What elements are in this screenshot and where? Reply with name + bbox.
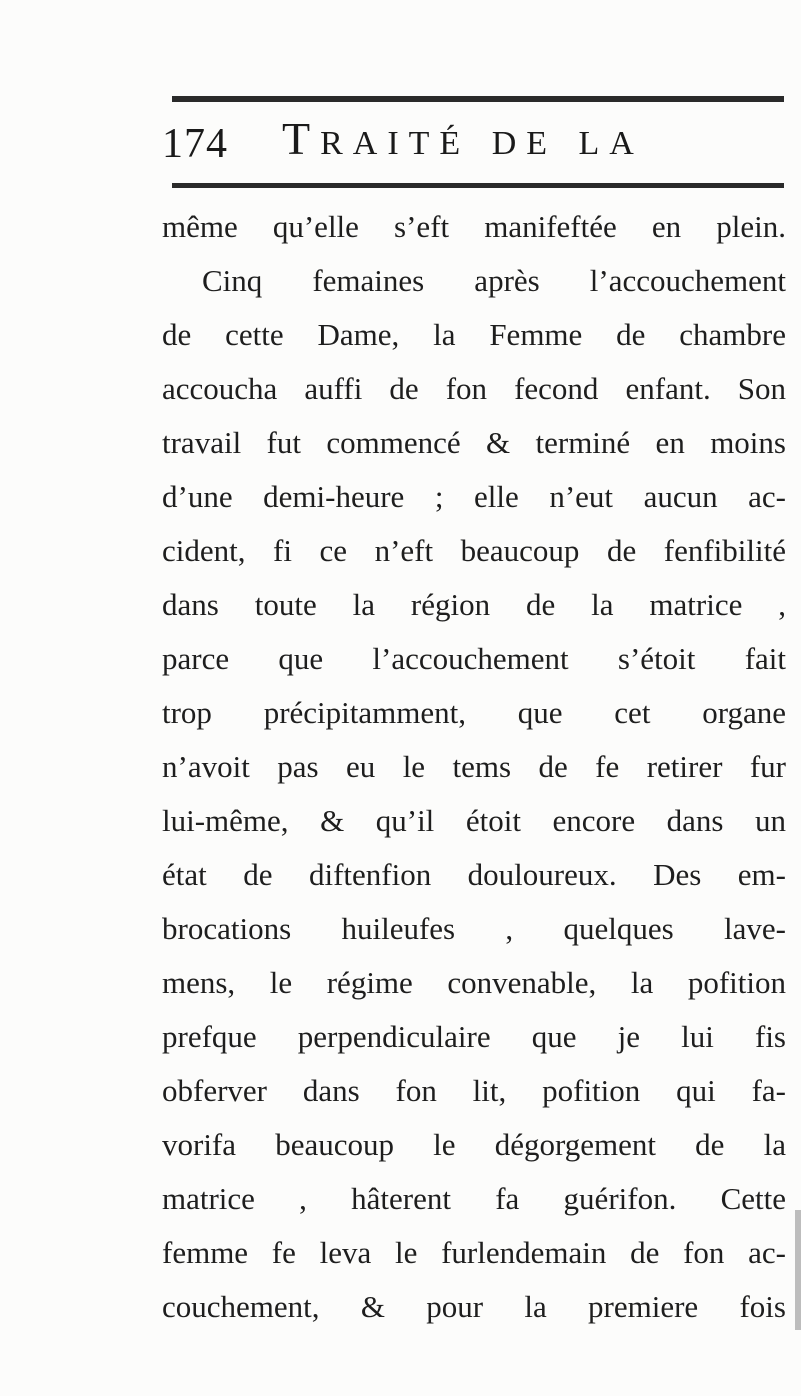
text-line: dans toute la région de la matrice , bbox=[162, 587, 786, 622]
page-header bbox=[162, 110, 782, 180]
text-line: lui-même, & qu’il étoit encore dans un bbox=[162, 803, 786, 838]
text-line: brocations huileufes , quelques lave- bbox=[162, 911, 786, 946]
text-line: mens, le régime convenable, la pofition bbox=[162, 965, 786, 1000]
text-line: matrice , hâterent fa guérifon. Cette bbox=[162, 1181, 786, 1216]
text-line: femme fe leva le furlendemain de fon ac- bbox=[162, 1235, 786, 1270]
text-line: couchement, & pour la premiere fois bbox=[162, 1289, 786, 1324]
running-title-rest: RAITÉ bbox=[320, 125, 471, 162]
text-line: état de diftenfion douloureux. Des em- bbox=[162, 857, 786, 892]
text-line: parce que l’accouchement s’étoit fait bbox=[162, 641, 786, 676]
text-line: trop précipitamment, que cet organe bbox=[162, 695, 786, 730]
running-title bbox=[282, 112, 644, 165]
text-line: prefque perpendiculaire que je lui fis bbox=[162, 1019, 786, 1054]
body-text bbox=[162, 200, 786, 1334]
header-rule-top bbox=[172, 96, 784, 102]
text-line: même qu’elle s’eft manifeftée en plein. bbox=[162, 209, 786, 244]
header-rule-bottom bbox=[172, 183, 784, 188]
text-line: d’une demi-heure ; elle n’eut aucun ac- bbox=[162, 479, 786, 514]
page-number: 174 bbox=[162, 121, 228, 167]
running-title-la: LA bbox=[578, 125, 644, 162]
text-line: travail fut commencé & terminé en moins bbox=[162, 425, 786, 460]
text-line: obferver dans fon lit, pofition qui fa- bbox=[162, 1073, 786, 1108]
page-edge-shadow bbox=[795, 1210, 801, 1330]
text-line: cident, fi ce n’eft beaucoup de fenfibilité bbox=[162, 533, 786, 568]
running-title-initial: T bbox=[282, 113, 321, 164]
text-line: accoucha auffi de fon fecond enfant. Son bbox=[162, 371, 786, 406]
text-line: n’avoit pas eu le tems de fe retirer fur bbox=[162, 749, 786, 784]
text-line: vorifa beaucoup le dégorgement de la bbox=[162, 1127, 786, 1162]
running-title-de: DE bbox=[491, 125, 558, 162]
text-line: de cette Dame, la Femme de chambre bbox=[162, 317, 786, 352]
text-line: Cinq femaines après l’accouchement bbox=[202, 263, 786, 298]
